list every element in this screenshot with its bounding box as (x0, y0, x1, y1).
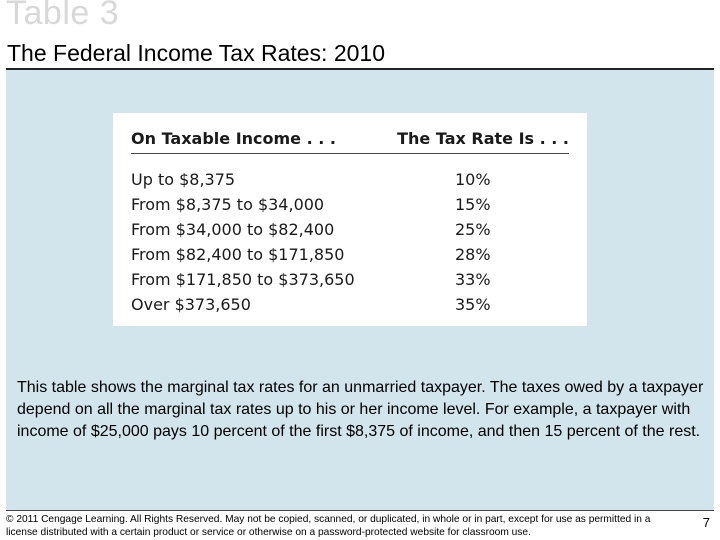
row-rate: 33% (455, 270, 491, 289)
slide-label: Table 3 (6, 0, 120, 32)
row-income: From $8,375 to $34,000 (131, 195, 325, 214)
footer-rule (6, 510, 714, 511)
table-row (131, 192, 569, 217)
page-number: 7 (702, 515, 710, 530)
row-rate: 10% (455, 170, 491, 189)
row-rate: 25% (455, 220, 491, 239)
row-rate: 15% (455, 195, 491, 214)
table-row (131, 217, 569, 242)
row-income: From $34,000 to $82,400 (131, 220, 335, 239)
row-income: From $82,400 to $171,850 (131, 245, 345, 264)
header-rate: The Tax Rate Is . . . (397, 129, 569, 148)
table-header (131, 129, 569, 154)
tax-rate-table (113, 113, 587, 326)
row-income: Over $373,650 (131, 295, 251, 314)
header-income: On Taxable Income . . . (131, 129, 336, 148)
row-income: Up to $8,375 (131, 170, 236, 189)
table-row (131, 267, 569, 292)
row-income: From $171,850 to $373,650 (131, 270, 355, 289)
table-row (131, 292, 569, 317)
row-rate: 28% (455, 245, 491, 264)
table-body (131, 167, 569, 317)
table-row (131, 167, 569, 192)
table-row (131, 242, 569, 267)
slide-title: The Federal Income Tax Rates: 2010 (7, 40, 386, 66)
row-rate: 35% (455, 295, 491, 314)
copyright-notice: © 2011 Cengage Learning. All Rights Reserved. May not be copied, scanned, or duplicated, in whole or in part, except for use as permitted in a license distributed with a certain product or service or otherwise on a password-protected website for classroom use. (6, 514, 651, 538)
table-caption: This table shows the marginal tax rates for an unmarried taxpayer. The taxes owed by a taxpayer depend on all the marginal tax rates up to his or her income level. For example, a taxpayer with income of $25,000 pays 10 percent of the first $8,375 of income, and then 15 percent of the rest. (17, 379, 704, 440)
